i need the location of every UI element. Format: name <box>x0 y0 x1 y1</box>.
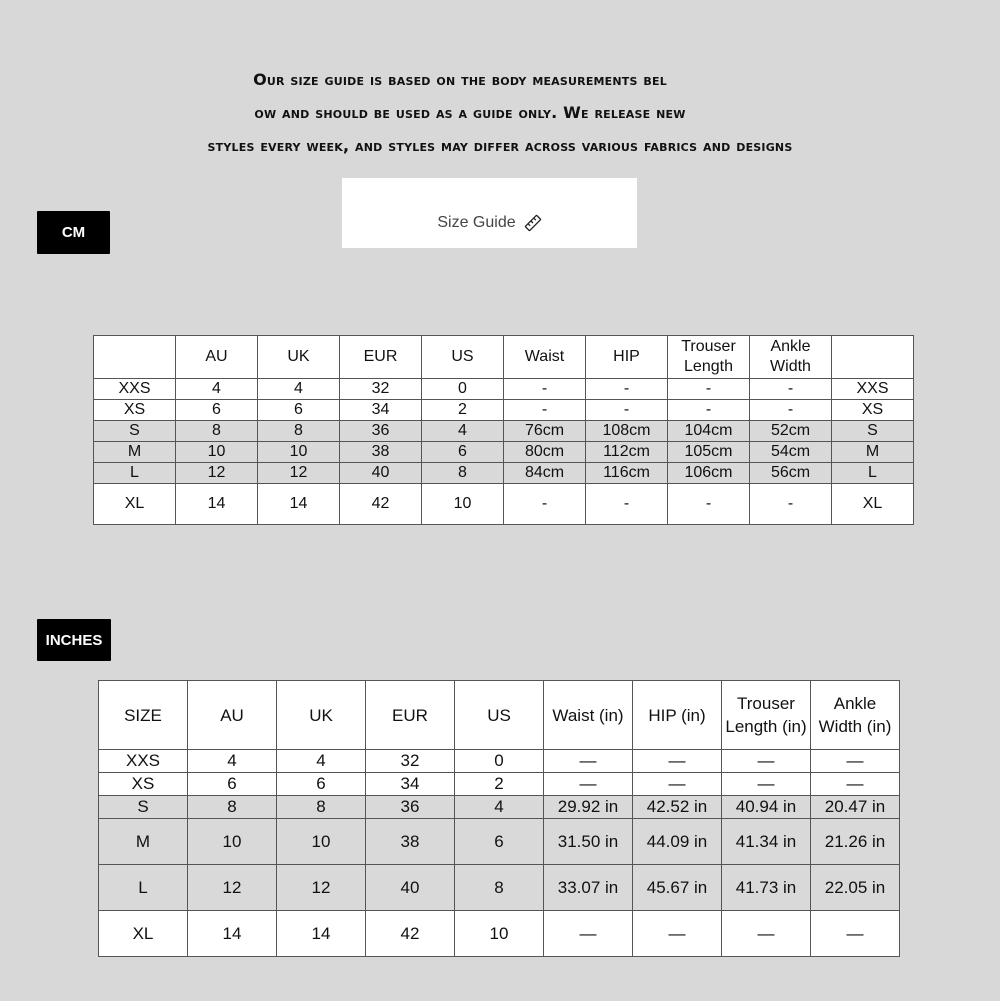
table-cell: 8 <box>176 421 258 442</box>
table-row <box>94 379 914 400</box>
table-cell: 14 <box>277 911 366 957</box>
table-row <box>94 442 914 463</box>
table-cell: — <box>633 773 722 796</box>
table-cell: 21.26 in <box>811 819 900 865</box>
column-header: UK <box>277 681 366 750</box>
column-header: Waist (in) <box>544 681 633 750</box>
table-cell: L <box>832 463 914 484</box>
table-row <box>94 484 914 525</box>
table-cell: XL <box>832 484 914 525</box>
table-cell: 36 <box>340 421 422 442</box>
table-cell: 42 <box>366 911 455 957</box>
table-cell: — <box>544 911 633 957</box>
table-cell: - <box>586 379 668 400</box>
table-cell: 6 <box>422 442 504 463</box>
size-guide-button[interactable] <box>342 178 637 248</box>
table-cell: 45.67 in <box>633 865 722 911</box>
table-cell: 116cm <box>586 463 668 484</box>
table-cell: 12 <box>258 463 340 484</box>
table-row <box>99 819 900 865</box>
table-cell: - <box>586 400 668 421</box>
column-header: Ankle Width <box>750 336 832 379</box>
column-header: US <box>455 681 544 750</box>
column-header: SIZE <box>99 681 188 750</box>
table-cell: M <box>99 819 188 865</box>
table-row <box>94 400 914 421</box>
table-cell: 41.34 in <box>722 819 811 865</box>
table-cell: 4 <box>277 750 366 773</box>
table-cell: XS <box>94 400 176 421</box>
table-cell: XXS <box>832 379 914 400</box>
table-row <box>99 773 900 796</box>
table-cell: - <box>750 484 832 525</box>
column-header: EUR <box>340 336 422 379</box>
intro-line-3: styles every week, and styles may differ across various fabrics and designs <box>207 136 793 155</box>
table-cell: - <box>504 484 586 525</box>
table-cell: XS <box>99 773 188 796</box>
column-header: Trouser Length <box>668 336 750 379</box>
table-cell: 8 <box>258 421 340 442</box>
table-row <box>99 865 900 911</box>
table-cell: — <box>544 773 633 796</box>
table-cell: 12 <box>188 865 277 911</box>
table-cell: 54cm <box>750 442 832 463</box>
inches-tag: INCHES <box>37 619 111 661</box>
table-cell: - <box>668 484 750 525</box>
intro-line-2: ow and should be used as a guide only. We release new <box>254 103 686 122</box>
table-cell: S <box>99 796 188 819</box>
table-cell: - <box>504 400 586 421</box>
table-cell: 105cm <box>668 442 750 463</box>
table-cell: 36 <box>366 796 455 819</box>
table-cell: 34 <box>340 400 422 421</box>
table-cell: 84cm <box>504 463 586 484</box>
table-cell: - <box>668 400 750 421</box>
table-cell: 34 <box>366 773 455 796</box>
table-cell: 20.47 in <box>811 796 900 819</box>
table-cell: XL <box>94 484 176 525</box>
table-cell: 6 <box>176 400 258 421</box>
column-header: HIP (in) <box>633 681 722 750</box>
table-cell: 40.94 in <box>722 796 811 819</box>
table-cell: 38 <box>340 442 422 463</box>
column-header: Ankle Width (in) <box>811 681 900 750</box>
table-cell: 8 <box>188 796 277 819</box>
table-cell: 108cm <box>586 421 668 442</box>
table-cell: 6 <box>277 773 366 796</box>
table-cell: 56cm <box>750 463 832 484</box>
column-header: AU <box>188 681 277 750</box>
table-cell: M <box>832 442 914 463</box>
table-header-row <box>94 336 914 379</box>
table-cell: — <box>722 750 811 773</box>
column-header <box>832 336 914 379</box>
table-cell: 104cm <box>668 421 750 442</box>
table-cell: 106cm <box>668 463 750 484</box>
table-cell: 40 <box>340 463 422 484</box>
table-cell: M <box>94 442 176 463</box>
table-row <box>94 421 914 442</box>
table-cell: 40 <box>366 865 455 911</box>
table-cell: 4 <box>176 379 258 400</box>
table-cell: S <box>832 421 914 442</box>
table-cell: XXS <box>99 750 188 773</box>
column-header: Trouser Length (in) <box>722 681 811 750</box>
table-cell: - <box>750 400 832 421</box>
table-cell: 14 <box>176 484 258 525</box>
table-cell: 4 <box>422 421 504 442</box>
table-cell: 32 <box>366 750 455 773</box>
table-cell: 0 <box>422 379 504 400</box>
table-cell: 4 <box>188 750 277 773</box>
table-cell: — <box>811 773 900 796</box>
table-cell: 32 <box>340 379 422 400</box>
table-row <box>99 911 900 957</box>
table-cell: 10 <box>176 442 258 463</box>
table-cell: — <box>811 911 900 957</box>
table-cell: 12 <box>277 865 366 911</box>
table-cell: 41.73 in <box>722 865 811 911</box>
table-cell: — <box>544 750 633 773</box>
column-header: UK <box>258 336 340 379</box>
column-header <box>94 336 176 379</box>
table-cell: 31.50 in <box>544 819 633 865</box>
table-cell: — <box>811 750 900 773</box>
table-row <box>99 796 900 819</box>
table-header-row <box>99 681 900 750</box>
table-cell: - <box>668 379 750 400</box>
table-cell: 42.52 in <box>633 796 722 819</box>
table-cell: 76cm <box>504 421 586 442</box>
table-cell: - <box>504 379 586 400</box>
table-cell: 38 <box>366 819 455 865</box>
table-cell: 112cm <box>586 442 668 463</box>
table-cell: — <box>722 773 811 796</box>
column-header: US <box>422 336 504 379</box>
column-header: HIP <box>586 336 668 379</box>
table-cell: 10 <box>188 819 277 865</box>
table-cell: - <box>586 484 668 525</box>
table-cell: L <box>99 865 188 911</box>
table-cell: L <box>94 463 176 484</box>
ruler-icon <box>524 214 542 232</box>
table-cell: 10 <box>455 911 544 957</box>
table-cell: 4 <box>258 379 340 400</box>
table-cell: 10 <box>277 819 366 865</box>
column-header: Waist <box>504 336 586 379</box>
table-cell: XXS <box>94 379 176 400</box>
table-cell: 42 <box>340 484 422 525</box>
table-cell: 6 <box>188 773 277 796</box>
table-cell: 33.07 in <box>544 865 633 911</box>
table-cell: 4 <box>455 796 544 819</box>
table-cell: 80cm <box>504 442 586 463</box>
table-cell: 14 <box>188 911 277 957</box>
table-cell: — <box>633 911 722 957</box>
table-cell: 22.05 in <box>811 865 900 911</box>
table-cell: XS <box>832 400 914 421</box>
table-cell: 14 <box>258 484 340 525</box>
table-cell: 6 <box>258 400 340 421</box>
table-cell: 10 <box>422 484 504 525</box>
table-row <box>99 750 900 773</box>
table-cell: 2 <box>422 400 504 421</box>
table-cell: 6 <box>455 819 544 865</box>
table-row <box>94 463 914 484</box>
table-cell: — <box>633 750 722 773</box>
table-cell: S <box>94 421 176 442</box>
table-cell: 8 <box>277 796 366 819</box>
inches-size-table <box>98 680 900 957</box>
intro-line-1: Our size guide is based on the body measurements bel <box>253 70 667 89</box>
size-guide-label: Size Guide <box>437 214 516 231</box>
column-header: AU <box>176 336 258 379</box>
column-header: EUR <box>366 681 455 750</box>
table-cell: - <box>750 379 832 400</box>
cm-tag: CM <box>37 211 110 254</box>
table-cell: XL <box>99 911 188 957</box>
table-cell: 12 <box>176 463 258 484</box>
table-cell: 8 <box>455 865 544 911</box>
table-cell: 2 <box>455 773 544 796</box>
cm-size-table <box>93 335 914 525</box>
table-cell: 10 <box>258 442 340 463</box>
table-cell: 52cm <box>750 421 832 442</box>
table-cell: 29.92 in <box>544 796 633 819</box>
table-cell: 8 <box>422 463 504 484</box>
table-cell: — <box>722 911 811 957</box>
table-cell: 44.09 in <box>633 819 722 865</box>
table-cell: 0 <box>455 750 544 773</box>
